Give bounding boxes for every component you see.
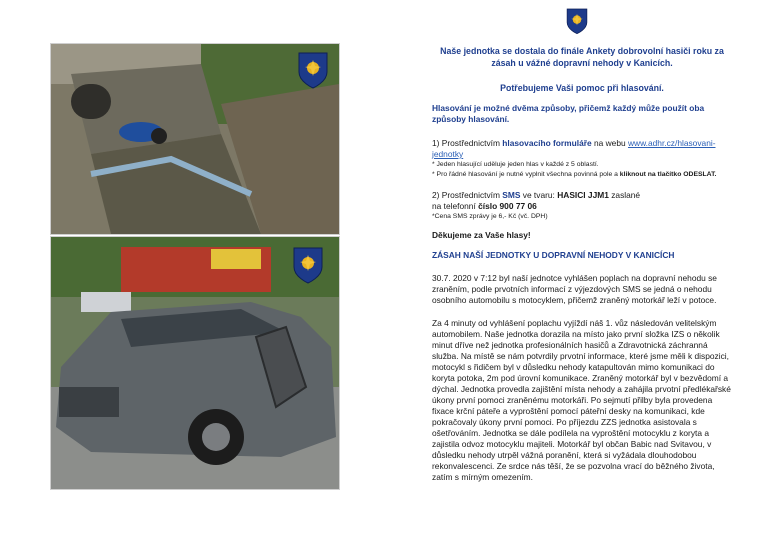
thanks-text: Děkujeme za Vaše hlasy! <box>432 230 531 240</box>
voting-form-link[interactable]: www.adhr.cz/hlasovani-jednotky <box>432 138 716 159</box>
article-paragraph-2: Za 4 minuty od vyhlášení poplachu vyjíždí náš 1. vůz následován velitelským automobilem. Naše jednotka dorazila na místo jako první složka IZS o několik minut dříve než jednotka profesionálních hasičů a Zdravotnická záchranná služba. Na místě se nám potvrdily prvotní informace, které jsme měli k dispozici, motocykl s řidičem byl v důsledku nehody katapultován mimo komunikaci do koryta potoka, 2m pod úrovní komunikace. Zraněný motorkář byl v bezvědomí a dýchal. Jednotka provedla zajištění místa nehody a zahájila prvotní předlékařské úkony první pomoci zraněnému motorkáři. Po sejmutí přilby byla provedena fixace krční páteře a vyproštění pomocí páteřní desky na komunikaci, kde pokračovaly úkony první pomoci. Po příjezdu ZZS jednotka asistovala s ošetřováním. Jednotka se dále podílela na vyproštění motocyklu z koryta a zajistila odvoz motocyklu majiteli. Motorkář byl občan Babic nad Svitavou, v důsledku nehody utrpěl vážná poranění, která si vyžádala dlouhodobou rekonvalescenci. Ze srdce nás těší, že se pozvolna vrací do běžného života, zatím s mírným omezením. <box>432 318 731 482</box>
sms-phone-number: na telefonní číslo 900 77 06 <box>432 201 537 211</box>
note-sms-price: *Cena SMS zprávy je 6,- Kč (vč. DPH) <box>432 213 548 220</box>
appeal-heading: Potřebujeme Vaši pomoc při hlasování. <box>500 83 664 93</box>
photo-motorcycle-in-creek <box>50 43 340 235</box>
note-required-fields: * Pro řádné hlasování je nutné vyplnit všechna povinná pole a kliknout na tlačítko ODESLAT. <box>432 171 717 178</box>
fire-brigade-crest-icon <box>565 6 589 41</box>
note-one-vote: * Jeden hlasující uděluje jeden hlas v každé z 5 oblastí. <box>432 161 599 168</box>
article-paragraph-1: 30.7. 2020 v 7:12 byl naší jednotce vyhlášen poplach na dopravní nehodu se zraněním, podle prvotních informací z výjezdových SMS se jedná o nehodu osobního automobilu s motocyklem, přičemž zraněný motorkář leží v potoce. <box>432 273 717 305</box>
voting-option-form: 1) Prostřednictvím hlasovacího formuláře na webu www.adhr.cz/hlasovani-jednotky <box>432 138 716 159</box>
article-heading: ZÁSAH NAŠÍ JEDNOTKY U DOPRAVNÍ NEHODY V KANICÍCH <box>432 250 675 260</box>
photo-damaged-car <box>50 236 340 490</box>
voting-intro: Hlasování je možné dvěma způsoby, přičemž každý může použít oba způsoby hlasování. <box>432 103 705 124</box>
voting-option-sms: 2) Prostřednictvím SMS ve tvaru: HASICI JJM1 zaslané <box>432 190 641 200</box>
page-title: Naše jednotka se dostala do finále Ankety dobrovolní hasiči roku za zásah u vážné dopravní nehody v Kanicích. <box>440 46 724 68</box>
